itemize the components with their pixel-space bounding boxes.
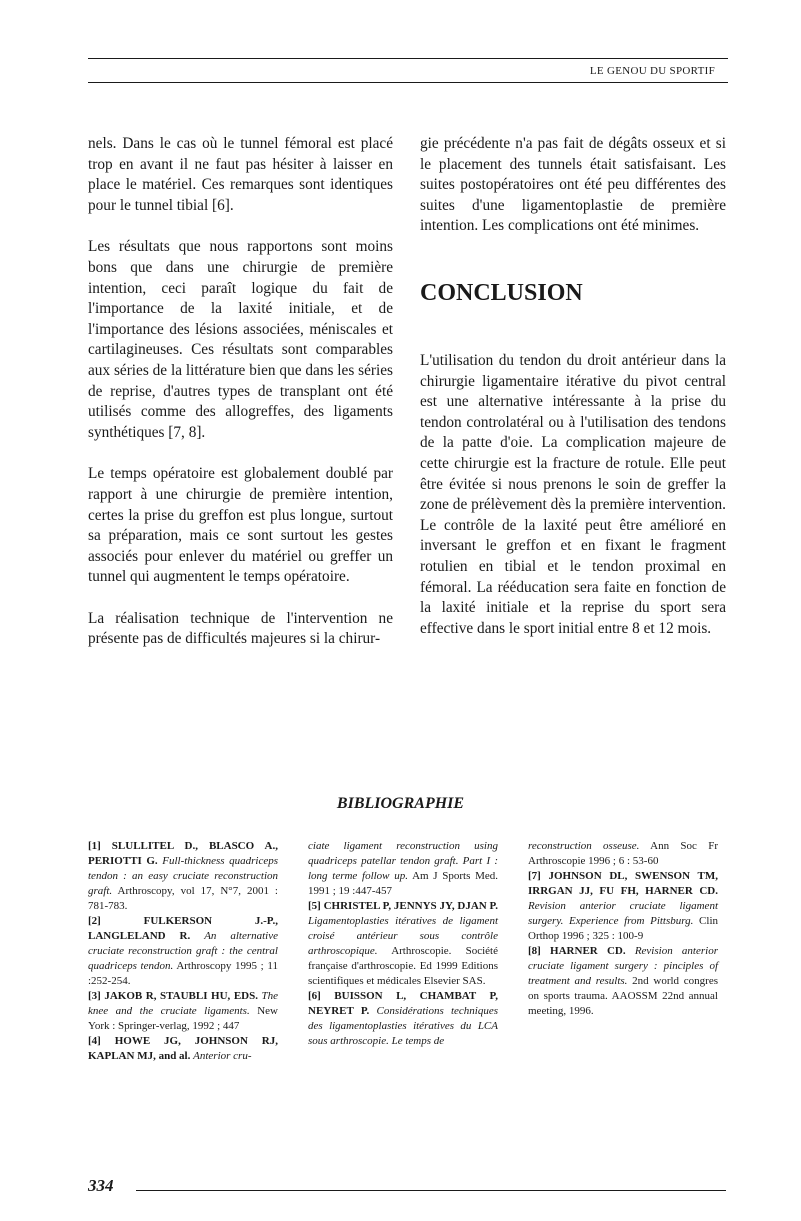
conclusion-column (420, 351, 726, 660)
body-paragraph: nels. Dans le cas où le tunnel fémoral est placé trop en avant il ne faut pas hésiter à laisser en place le matériel. Ces remarques sont identiques pour le tunnel tibial [6]. (88, 135, 393, 214)
header-rule-top (88, 58, 728, 59)
bibliography-column (528, 839, 718, 1019)
header-rule-bottom (88, 82, 728, 83)
body-paragraph: Le temps opératoire est globalement doublé par rapport à une chirurgie de première intention, certes la prise du greffon est plus longue, surtout sa préparation, mais ce sont surtout les gestes associés pour enlever du matériel ou greffer un tunnel qui augmentent le temps opératoire. (88, 465, 393, 586)
reference-authors: [5] CHRISTEL P, JENNYS JY, DJAN P. (308, 900, 498, 912)
reference-title: ciate ligament reconstruction using quadriceps patellar tendon graft. Part I : long terme follow up. (308, 840, 498, 882)
page-number: 334 (88, 1176, 114, 1195)
reference-title: An alternative cruciate reconstruction graft : the central quadriceps tendon. (88, 930, 278, 972)
reference-entry (88, 839, 278, 914)
reference-authors: [3] JAKOB R, STAUBLI HU, EDS. (88, 990, 258, 1002)
bibliography-heading: BIBLIOGRAPHIE (336, 795, 465, 812)
running-header: LE GENOU DU SPORTIF (589, 65, 715, 77)
reference-entry (528, 839, 718, 869)
reference-title: Revision anterior cruciate ligament surgery : pinciples of treatment and results. (528, 945, 718, 987)
reference-title: The knee and the cruciate ligaments. (88, 990, 279, 1017)
reference-title: Anterior cru- (193, 1050, 252, 1062)
reference-source: Clin Orthop 1996 ; 325 : 100-9 (528, 915, 718, 942)
reference-source: New York : Springer-verlag, 1992 ; 447 (88, 1005, 278, 1032)
bibliography-column (308, 839, 498, 1049)
reference-entry (528, 869, 718, 944)
footer-rule (136, 1190, 726, 1191)
reference-title: Revision anterior cruciate ligament surgery. Experience from Pittsburg. (528, 900, 718, 927)
reference-entry (528, 944, 718, 1019)
reference-entry (308, 899, 498, 989)
conclusion-heading: CONCLUSION (420, 280, 583, 306)
reference-authors: [2] FULKERSON J.-P., LANGLELAND R. (88, 915, 278, 942)
reference-title: reconstruction osseuse. (528, 840, 640, 852)
reference-source: Arthroscopy 1995 ; 11 :252-254. (88, 960, 278, 987)
reference-title: Ligamentoplasties itératives de ligament croisé antérieur sous contrôle arthroscopique. (308, 915, 498, 957)
body-paragraph: gie précédente n'a pas fait de dégâts osseux et si le placement des tunnels était satisfaisant. Les suites postopératoires ont été peu différentes des suites d'une ligamentoplastie de première intention. Les complications ont été minimes. (420, 135, 726, 235)
reference-authors: [4] HOWE JG, JOHNSON RJ, KAPLAN MJ, and al. (88, 1035, 278, 1062)
reference-source: 2nd world congres on sports trauma. AAOSSM 22nd annual meeting, 1996. (528, 975, 719, 1017)
reference-source: Arthroscopy, vol 17, N°7, 2001 : 781-783. (88, 885, 278, 912)
reference-authors: [7] JOHNSON DL, SWENSON TM, IRRGAN JJ, FU FH, HARNER CD. (528, 870, 718, 897)
reference-source: Ann Soc Fr Arthroscopie 1996 ; 6 : 53-60 (528, 840, 718, 867)
reference-source: Am J Sports Med. 1991 ; 19 :447-457 (308, 870, 498, 897)
reference-entry (308, 989, 498, 1049)
body-paragraph: La réalisation technique de l'intervention ne présente pas de difficultés majeures si la chirur- (88, 609, 393, 648)
reference-entry (88, 914, 278, 989)
body-paragraph: Les résultats que nous rapportons sont moins bons que dans une chirurgie de première intention, ceci paraît logique du fait de l'importance de la laxité initiale, et de l'importance des lésions associées, méniscales et cartilagineuses. Ces résultats sont comparables aux séries de la littérature bien que dans les séries de reprise, d'autres types de transplant ont été utilisés comme des allogreffes, des ligaments synthétiques [7, 8]. (88, 238, 393, 441)
reference-source: Arthroscopie. Société française d'arthroscopie. Ed 1999 Editions scientifiques et médicales Elsevier SAS. (308, 945, 498, 987)
bibliography-column (88, 839, 278, 1064)
reference-title: Considérations techniques des ligamentoplasties itératives du LCA sous arthroscopie. Le temps de (308, 1005, 498, 1047)
reference-entry (88, 1034, 278, 1064)
reference-entry (88, 989, 278, 1034)
reference-authors: [1] SLULLITEL D., BLASCO A., PERIOTTI G. (88, 840, 278, 867)
reference-title: Full-thickness quadriceps tendon : an easy cruciate reconstruction graft. (88, 855, 278, 897)
body-right-column (420, 134, 726, 258)
reference-entry (308, 839, 498, 899)
conclusion-paragraph: L'utilisation du tendon du droit antérieur dans la chirurgie ligamentaire itérative du pivot central est une alternative intéressante à la prise du tendon controlatéral ou à l'utilisation des tendons de la patte d'oie. La complication majeure de cette chirurgie est la fracture de rotule. Elle peut être évitée si nous prenons le soin de greffer la zone de prélèvement dès la première intervention. Le contrôle de la laxité peut être amélioré en inversant le greffon et en fixant le fragment rotulien en tibial et le tendon proximal en fémoral. La rééducation sera faite en fonction de la laxité initiale et la reprise du sport sera effective dans le sport initial entre 8 et 12 mois. (420, 352, 726, 637)
reference-authors: [8] HARNER CD. (528, 945, 626, 957)
reference-authors: [6] BUISSON L, CHAMBAT P, NEYRET P. (308, 990, 498, 1017)
body-left-column (88, 134, 393, 671)
